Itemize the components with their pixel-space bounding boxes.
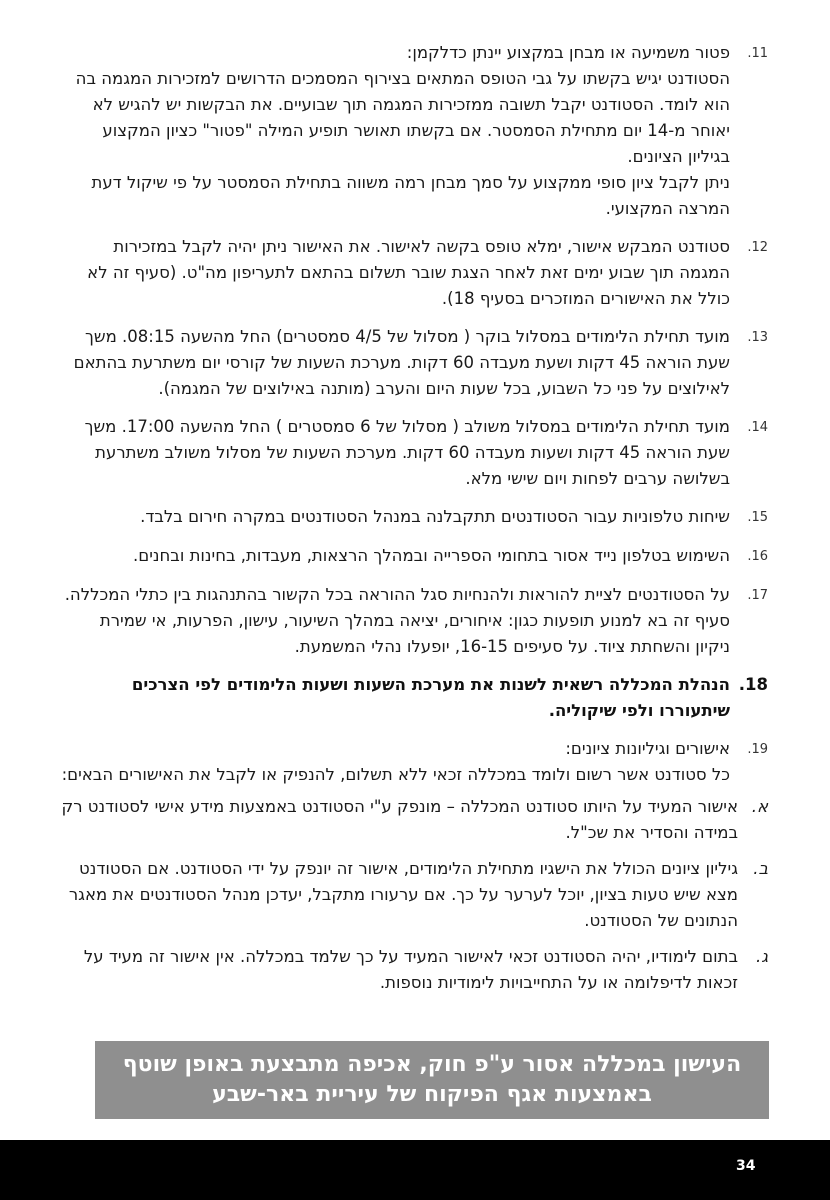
item-number: 12. — [747, 240, 768, 255]
item-text — [60, 40, 730, 222]
list-item — [60, 582, 768, 660]
list-item-bold — [60, 672, 768, 724]
item-paragraph: מועד תחילת הלימודים במסלול בוקר ( מסלול של 4/5 סמסטרים) החל מהשעה 08:15. משך שעת הוראה 45 דקות ושעת מעבדה 60 דקות. מערכת השעות של קורסי יום משתרעת בהתאם לאילוצים על פני כל השבוע, בכל שעות היום והערב (מותנה באילוצים של המגמה). — [73, 327, 730, 398]
item-number: 17. — [747, 588, 768, 603]
sub-item-letter: ב. — [753, 859, 768, 878]
item-number: 18. — [738, 675, 768, 694]
item-paragraph: כל סטודנט אשר רשום ולומד במכללה זכאי ללא תשלום, להנפיק או לקבל את האישורים הבאים: — [61, 765, 730, 784]
no-smoking-banner — [95, 1041, 769, 1119]
sub-item-text: אישור המעיד על היותו סטודנט המכללה – מונפק ע"י הסטודנט באמצעות מידע אישי לסטודנט רק במידה והסדיר את שכ"ל. — [61, 797, 738, 842]
sub-item-letter: א. — [751, 797, 768, 816]
item-paragraph: הסטודנט יגיש בקשתו על גבי הטופס המתאים בצירוף המסמכים הדרושים למזכירות המגמה בה הוא לומד. הסטודנט יקבל תשובה ממזכירות המגמה תוך שבועיים. את הבקשות יש להגיש לא יאוחר מ-14 יום מתחילת הסמסטר. אם בקשתו תאושר תופיע המילה "פטור" כציון המקצוע בגיליון הציונים. — [75, 69, 730, 166]
item-paragraph: הנהלת המכללה רשאית לשנות את מערכת השעות ושעות הלימודים לפי הצרכים שיתעוררו ולפי שיקוליה. — [131, 675, 730, 720]
page-content — [60, 40, 768, 1006]
item-paragraph: מועד תחילת הלימודים במסלול משולב ( מסלול של 6 סמסטרים ) החל מהשעה 17:00. משך שעת הוראה 45 דקות ושעות מעבדה 60 דקות. מערכת השעות של מסלול משולב משתרעת בשלושה ערבים לפחות ויום שישי מלא. — [84, 417, 730, 488]
item-number: 16. — [747, 549, 768, 564]
sub-list-item — [60, 794, 768, 846]
banner-line: העישון במכללה אסור ע"פ חוק, אכיפה מתבצעת באופן שוטף — [122, 1052, 742, 1077]
item-paragraph: פטור משמיעה או מבחן במקצוע יינתן כדלקמן: — [406, 43, 730, 62]
sub-list-item — [60, 856, 768, 934]
sub-item-text: בתום לימודיו, יהיה הסטודנט זכאי לאישור המעיד על כך שלמד במכללה. אין אישור זה מעיד על זכאות לדיפלומה או על התחייבויות לימודיות נוספות. — [83, 947, 738, 992]
item-paragraph: ניתן לקבל ציון סופי ממקצוע על סמך מבחן רמה משווה בתחילת הסמסטר על פי שיקול דעת המרצה המקצועי. — [91, 173, 730, 218]
item-text — [60, 582, 730, 660]
list-item — [60, 414, 768, 492]
item-text — [60, 324, 730, 402]
item-paragraph: השימוש בטלפון נייד אסור בתחומי הספרייה ובמהלך הרצאות, מעבדות, בחינות ובחנים. — [133, 546, 730, 565]
list-item — [60, 543, 768, 570]
item-text — [60, 234, 730, 312]
item-text — [60, 543, 730, 569]
list-item — [60, 324, 768, 402]
item-paragraph: אישורים וגיליונות ציונים: — [565, 739, 730, 758]
list-item — [60, 504, 768, 531]
item-number: 13. — [747, 330, 768, 345]
item-number: 15. — [747, 510, 768, 525]
item-paragraph: שיחות טלפוניות עבור הסטודנטים תתקבלנה במנהל הסטודנטים במקרה חירום בלבד. — [140, 507, 730, 526]
page-footer — [0, 1140, 830, 1200]
banner-line: באמצעות אגף הפיקוח של עיריית באר-שבע — [212, 1082, 652, 1107]
item-text — [60, 414, 730, 492]
item-text — [60, 736, 730, 788]
item-paragraph: על הסטודנטים לציית להוראות ולהנחיות סגל ההוראה בכל הקשור בהתנהגות בין כתלי המכללה. סעיף זה בא למנוע תופעות כגון: איחורים, יציאה במהלך השיעור, עישון, הפרעות, אי שמירת ניקיון והשחתת ציוד. על סעיפים 16-15, יופעלו נהלי המשמעת. — [64, 585, 730, 656]
sub-item-letter: ג. — [755, 947, 768, 966]
list-item — [60, 736, 768, 788]
sub-list-item — [60, 944, 768, 996]
item-paragraph: סטודנט המבקש אישור, ימלא טופס בקשה לאישור. את האישור ניתן יהיה לקבל במזכירות המגמה תוך שבוע ימים זאת לאחר הצגת שובר תשלום בהתאם לתעריפון מה"ט. (סעיף זה לא כולל את האישורים המוזכרים בסעיף 18). — [87, 237, 730, 308]
sub-item-text: גיליון ציונים הכולל את הישגיו מתחילת הלימודים, אישור זה יונפק על ידי הסטודנט. אם הסטודנט מצא שיש טעות בציון, יוכל לערער על כך. אם ערעורו מתקבל, יעדכן מנהל הסטודנטים את מאגר הנתונים של הסטודנט. — [68, 859, 738, 930]
list-item — [60, 234, 768, 312]
item-number: 14. — [747, 420, 768, 435]
list-item — [60, 40, 768, 222]
page-number: 34 — [736, 1158, 756, 1174]
item-number: 19. — [747, 742, 768, 757]
item-number: 11. — [747, 46, 768, 61]
item-text — [60, 504, 730, 530]
sub-list — [60, 794, 768, 996]
item-text — [60, 672, 730, 724]
